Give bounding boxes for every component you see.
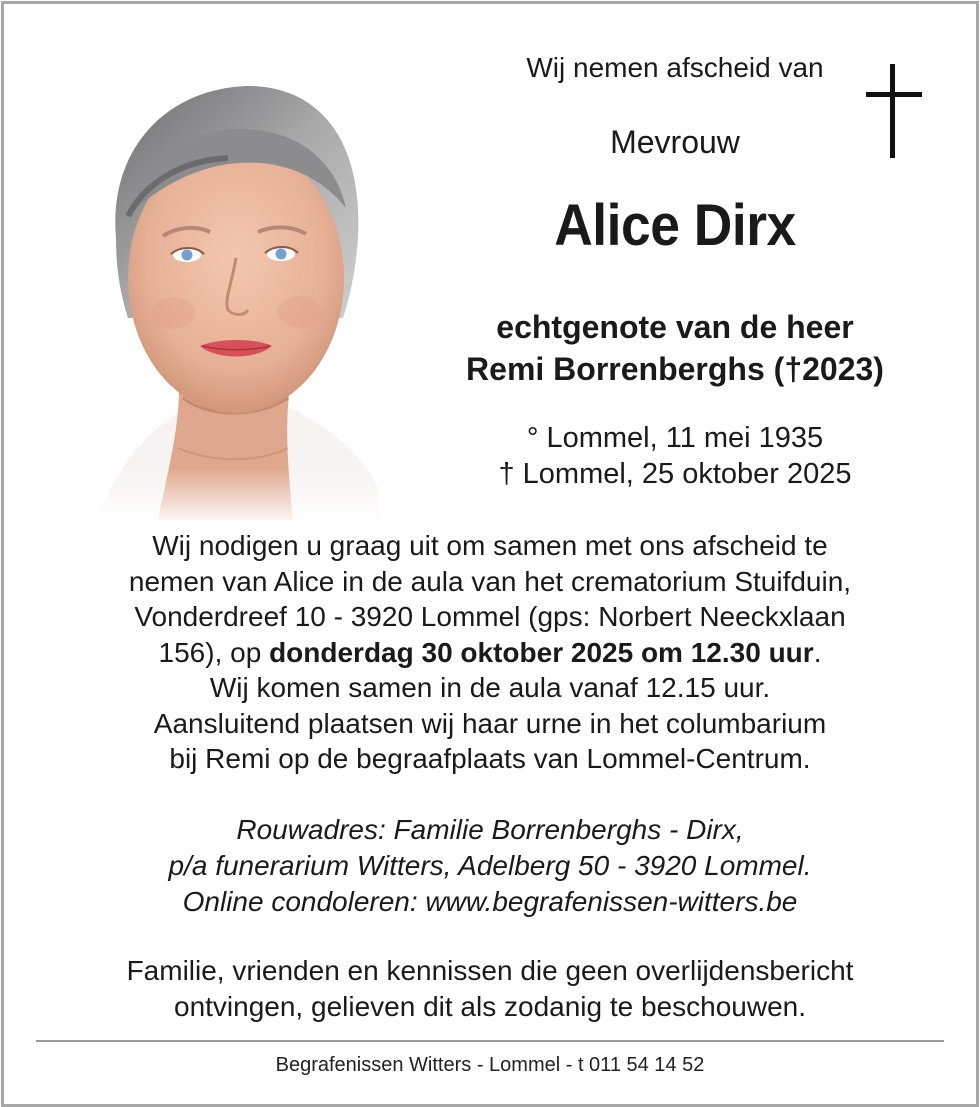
footer-divider [36,1040,944,1042]
invitation-line-4-pre: 156), op [158,636,270,668]
deceased-name: Alice Dirx [554,193,796,258]
invitation-line: Aansluitend plaatsen wij haar urne in het columbarium [153,707,827,739]
ceremony-datetime: donderdag 30 oktober 2025 om 12.30 uur [269,636,814,668]
birth-date: ° Lommel, 11 mei 1935 [526,422,824,454]
address-line: p/a funerarium Witters, Adelberg 50 - 3920 Lommel. [168,850,812,881]
funeral-home-footer: Begrafenissen Witters - Lommel - t 011 54 14 52 [275,1054,705,1076]
notice-line: ontvingen, gelieven dit als zodanig te beschouwen. [174,991,806,1022]
invitation-line [30,635,950,671]
spouse-info [410,306,940,390]
invitation-line: Wij komen samen in de aula vanaf 12.15 uur. [209,672,771,703]
invitation-line: nemen van Alice in de aula van het crematorium Stuifduin, [128,565,852,597]
online-condolence-link[interactable]: Online condoleren: www.begrafenissen-witters.be [182,886,798,917]
invitation-line-4-post: . [813,636,822,668]
honorific-title: Mevrouw [610,124,740,160]
spouse-line-2: Remi Borrenberghs (†2023) [466,351,884,387]
address-line: Rouwadres: Familie Borrenberghs - Dirx, [236,814,744,845]
invitation-line: bij Remi op de begraafplaats van Lommel-Centrum. [169,743,811,774]
notice-line: Familie, vrienden en kennissen die geen overlijdensbericht [126,955,854,986]
invitation-line: Vonderdreef 10 - 3920 Lommel (gps: Norbert Neeckxlaan [134,601,846,632]
death-date: † Lommel, 25 oktober 2025 [498,458,852,490]
life-dates [410,420,940,492]
mourning-address [30,812,950,920]
invitation-line: Wij nodigen u graag uit om samen met ons afscheid te [152,530,828,561]
ceremony-invitation [30,528,950,777]
deceased-portrait-photo [88,68,378,520]
spouse-line-1: echtgenote van de heer [496,309,854,345]
intro-text: Wij nemen afscheid van [526,52,824,83]
family-notice [30,953,950,1025]
